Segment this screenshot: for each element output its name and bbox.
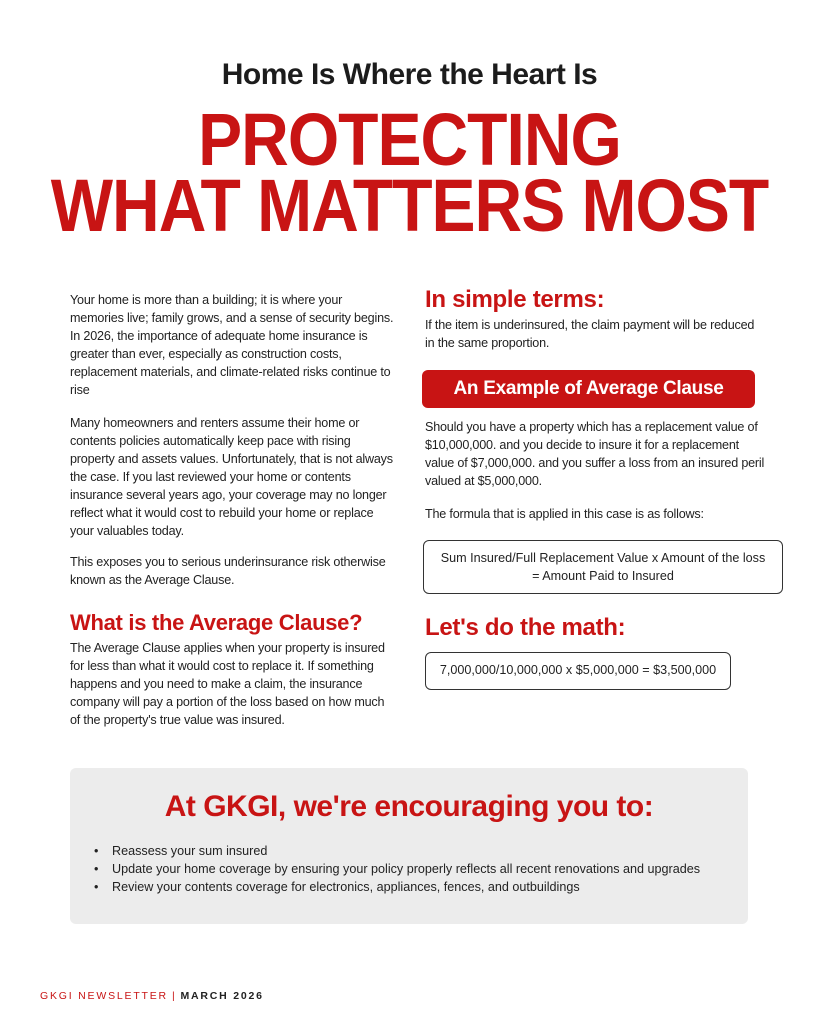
footer-date: MARCH 2026 [180,990,264,1002]
bullet-icon: • [94,862,99,876]
footer [40,990,264,1002]
math-box: 7,000,000/10,000,000 x $5,000,000 = $3,500,000 [425,652,731,690]
headline-line-2: WHAT MATTERS MOST [50,163,769,247]
cta-panel [70,768,748,924]
intro-paragraph: Your home is more than a building; it is where your memories live; family grows, and a sense of security begins. In 2026, the importance of adequate home insurance is greater than ever, especially as construction costs, replacement materials, and climate-related risks continue to rise [70,293,394,397]
math-heading: Let's do the math: [425,614,626,641]
example-pill-heading: An Example of Average Clause [422,370,755,408]
cta-list [94,842,700,896]
simple-terms-paragraph: If the item is underinsured, the claim payment will be reduced in the same proportion. [425,318,755,350]
formula-line-1: Sum Insured/Full Replacement Value x Amount of the loss [440,551,766,565]
list-item-text: Review your contents coverage for electronics, appliances, fences, and outbuildings [112,880,580,894]
list-item [94,878,700,896]
formula-box [423,540,783,594]
list-item-text: Reassess your sum insured [112,844,268,858]
formula-line-2: = Amount Paid to Insured [532,569,674,583]
headline-line-1: PROTECTING [198,97,621,181]
kicker-title: Home Is Where the Heart Is [221,58,598,91]
underinsurance-paragraph: This exposes you to serious underinsurance risk otherwise known as the Average Clause. [70,555,386,587]
list-item-text: Update your home coverage by ensuring your policy properly reflects all recent renovations and upgrades [112,862,701,876]
bullet-icon: • [94,844,99,858]
list-item [94,842,700,860]
simple-terms-heading: In simple terms: [425,286,605,313]
bullet-icon: • [94,880,99,894]
footer-separator: | [171,990,177,1002]
formula-intro: The formula that is applied in this case is as follows: [425,507,704,521]
list-item [94,860,700,878]
average-clause-paragraph: The Average Clause applies when your property is insured for less than what it would cost to replace it. If something happens and you need to make a claim, the insurance company will pay a portion of the loss based on how much of the property's true value was insured. [70,641,385,727]
example-paragraph: Should you have a property which has a replacement value of $10,000,000. and you decide to insure it for a replacement value of $7,000,000. and you suffer a loss from an insured peril valued at $5,000,000. [425,420,765,488]
cta-title: At GKGI, we're encouraging you to: [164,790,654,823]
average-clause-heading: What is the Average Clause? [70,610,363,635]
coverage-paragraph: Many homeowners and renters assume their home or contents policies automatically keep pace with rising property and assets values. Unfortunately, that is not always the case. If you last reviewed your home or contents insurance several years ago, your coverage may no longer reflect what it would cost to rebuild your home or replace your valuables today. [70,416,393,538]
footer-brand: GKGI NEWSLETTER [40,990,168,1002]
